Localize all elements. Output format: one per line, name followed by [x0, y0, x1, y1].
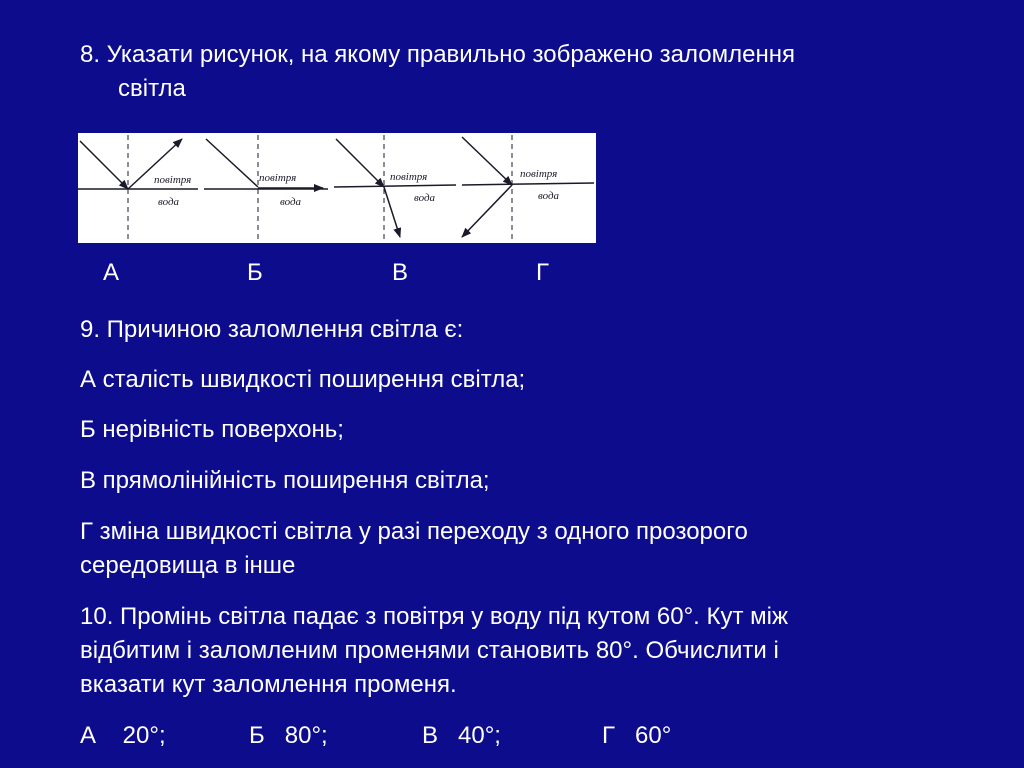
figure-option-g-label: Г: [536, 259, 549, 286]
air-label: повітря: [154, 174, 192, 186]
question-10-text-line-2: відбитим і заломленим променями становить 80°. Обчислити і: [80, 637, 779, 664]
incident-ray: [80, 141, 128, 189]
question-9-option-a: А сталість швидкості поширення світла;: [80, 366, 526, 393]
question-8-text: 8. Указати рисунок, на якому правильно зображено заломлення: [80, 41, 796, 68]
refraction-figure: [78, 133, 596, 243]
figure-option-a-label: А: [103, 259, 120, 286]
question-10-answer-a: А 20°;: [80, 722, 166, 749]
water-label: вода: [158, 196, 180, 208]
question-8-text-continued: світла: [118, 75, 186, 102]
question-9-option-g-continued: середовища в інше: [80, 552, 296, 579]
refracted-ray: [462, 185, 512, 237]
question-10-answer-g: Г 60°: [602, 722, 672, 749]
question-9-text: 9. Причиною заломлення світла є:: [80, 316, 464, 343]
air-label: повітря: [259, 172, 297, 184]
question-10-text: 10. Промінь світла падає з повітря у воду під кутом 60°. Кут між: [80, 603, 789, 630]
incident-ray: [206, 139, 258, 187]
question-10-answer-v: В 40°;: [422, 722, 501, 749]
water-label: вода: [538, 190, 560, 202]
incident-ray: [462, 137, 512, 185]
interface-line: [462, 183, 594, 185]
water-label: вода: [414, 192, 436, 204]
figure-option-b-label: Б: [247, 259, 263, 286]
water-label: вода: [280, 196, 302, 208]
air-label: повітря: [520, 168, 558, 180]
question-9-option-v: В прямолінійність поширення світла;: [80, 467, 490, 494]
diagram-a: [78, 135, 198, 241]
refraction-diagrams: [78, 133, 596, 243]
figure-option-v-label: В: [392, 259, 409, 286]
question-9-option-b: Б нерівність поверхонь;: [80, 416, 344, 443]
question-9-option-g: Г зміна швидкості світла у разі переходу з одного прозорого: [80, 518, 748, 545]
refracted-ray: [384, 187, 400, 237]
incident-ray: [336, 139, 384, 187]
interface-line: [334, 185, 456, 187]
diagram-g: [462, 135, 594, 241]
air-label: повітря: [390, 171, 428, 183]
question-10-answer-b: Б 80°;: [249, 722, 328, 749]
question-10-text-line-3: вказати кут заломлення променя.: [80, 671, 457, 698]
diagram-b: [204, 135, 328, 241]
diagram-v: [334, 135, 456, 241]
